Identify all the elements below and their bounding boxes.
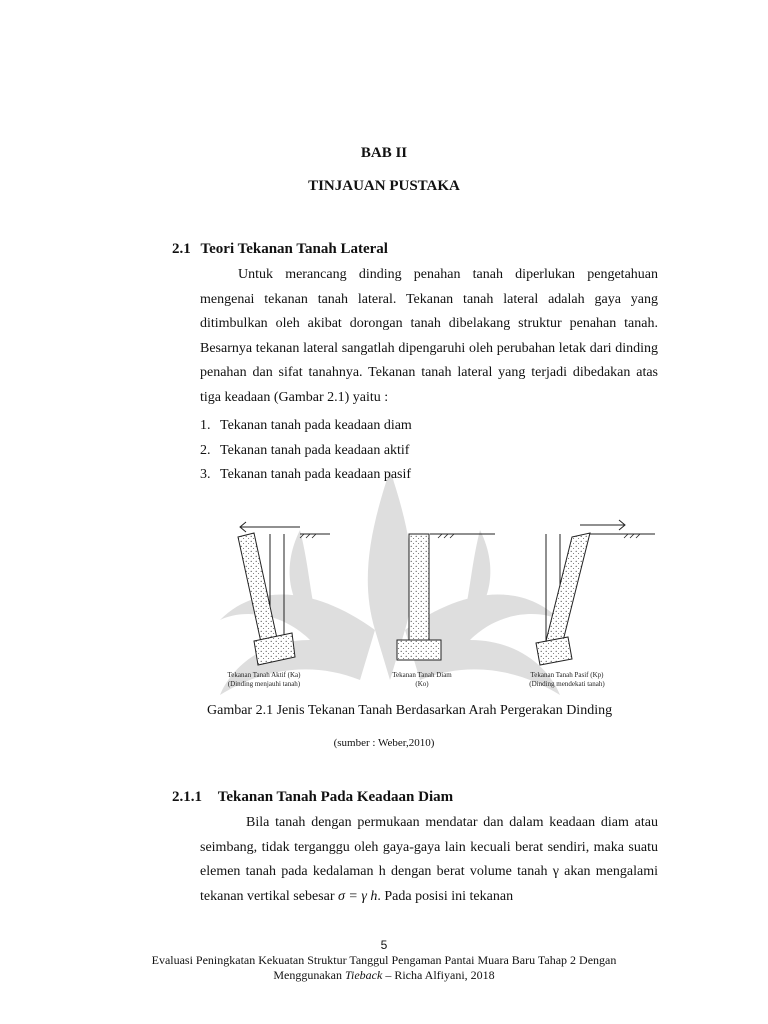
formula: σ = γ h [338,888,378,904]
subsection-heading [172,789,453,806]
section-heading [172,241,388,258]
figure-label-rest-2: (Ko) [415,680,429,688]
section-title: Teori Tekanan Tanah Lateral [200,241,388,257]
passive-pressure-wall [536,520,655,665]
figure-label-active-1: Tekanan Tanah Aktif (Ka) [227,671,301,679]
footer-line-2: Menggunakan Tieback – Richa Alfiyani, 2018 [273,968,495,982]
chapter-number: BAB II [360,145,408,161]
section-paragraph [200,263,658,410]
section-number: 2.1 [172,241,191,257]
list-item: 2. Tekanan tanah pada keadaan aktif [200,442,410,458]
pressure-type-list [200,414,660,488]
figure-retaining-walls [200,505,665,695]
page-footer [0,953,768,983]
figure-label-active-2: (Dinding menjauhi tanah) [227,680,301,688]
footer-line-1: Evaluasi Peningkatan Kekuatan Struktur Tanggul Pengaman Pantai Muara Baru Tahap 2 Dengan [151,953,617,967]
page-number: 5 [380,938,388,952]
figure-caption: Gambar 2.1 Jenis Tekanan Tanah Berdasarkan Arah Pergerakan Dinding [207,703,613,718]
section-paragraph-text: Untuk merancang dinding penahan tanah diperlukan pengetahuan mengenai tekanan tanah lateral. Tekanan tanah lateral adalah gaya yang ditimbulkan oleh akibat dorongan tanah dibelakang struktur penahan tanah. Besarnya tekanan lateral sangatlah dipengaruhi oleh perubahan letak dari dinding penahan dan sifat tanahnya. Tekanan tanah lateral yang terjadi dibedakan atas tiga keadaan (Gambar 2.1) yaitu : [200,267,658,405]
list-item: 1. Tekanan tanah pada keadaan diam [200,418,412,433]
chapter-title: TINJAUAN PUSTAKA [308,178,460,194]
figure-label-passive-1: Tekanan Tanah Pasif (Kp) [530,671,604,679]
figure-source: (sumber : Weber,2010) [333,737,435,749]
subsection-title: Tekanan Tanah Pada Keadaan Diam [217,789,454,805]
figure-label-passive-2: (Dinding mendekati tanah) [529,680,605,688]
at-rest-pressure-wall [397,534,495,660]
subsection-paragraph-end: . Pada posisi ini tekanan [377,888,514,904]
subsection-paragraph [200,811,658,909]
subsection-paragraph-text: Bila tanah dengan permukaan mendatar dan dalam keadaan diam atau seimbang, tidak terganggu oleh gaya-gaya lain kecuali berat sendiri, maka suatu elemen tanah pada kedalaman h dengan berat volume tanah γ akan mengalami tekanan vertikal sebesar [200,815,658,904]
figure-label-rest-1: Tekanan Tanah Diam [392,671,452,679]
subsection-number: 2.1.1 [172,789,202,805]
list-item: 3. Tekanan tanah pada keadaan pasif [200,467,412,482]
active-pressure-wall [238,522,330,665]
